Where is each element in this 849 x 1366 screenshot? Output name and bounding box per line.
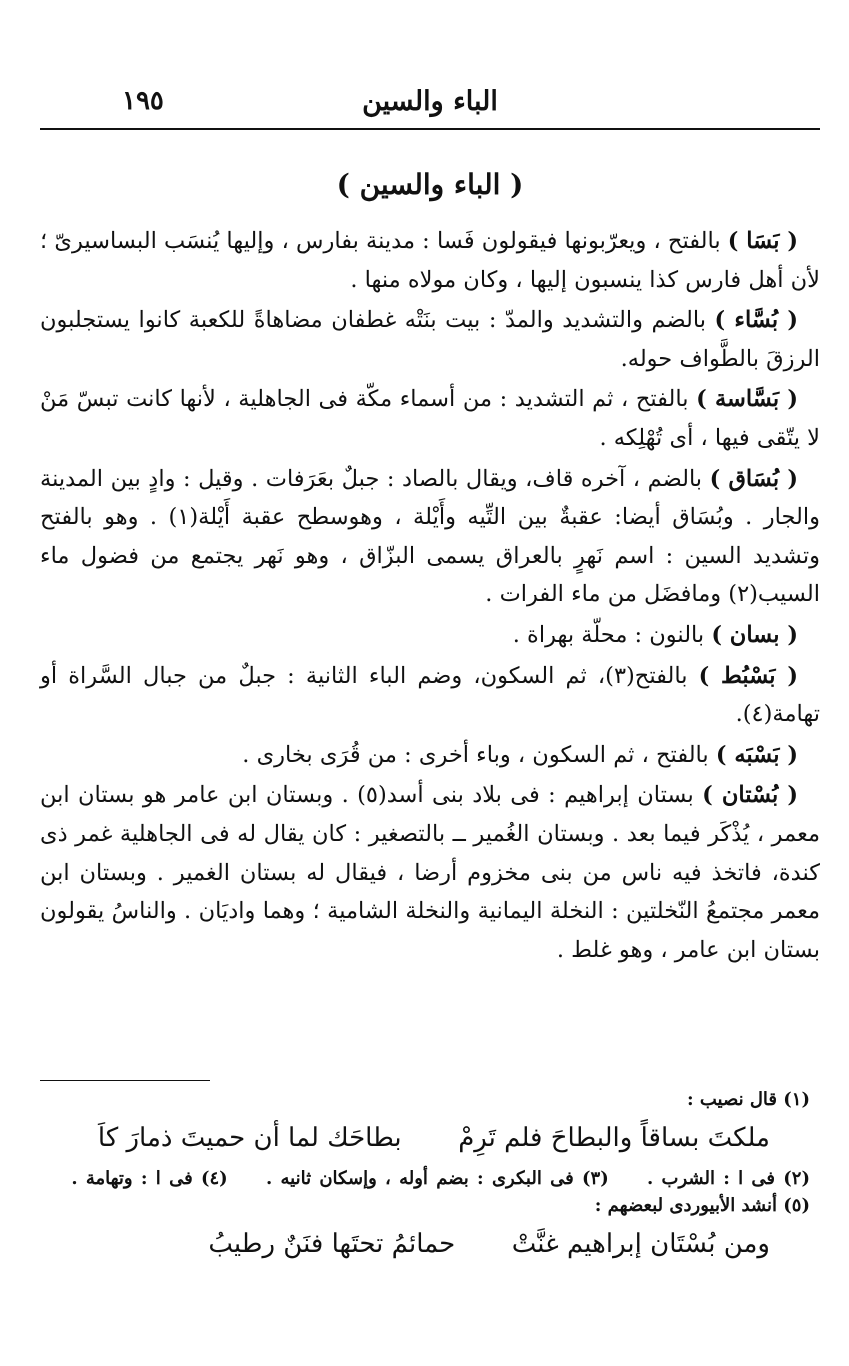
footnote-1-label: (١) قال نصيب : [686,1089,810,1110]
entry-text: بالضم ، آخره قاف، ويقال بالصاد : جبلٌ بعَرَفات . وقيل : وادٍ بين المدينة والجار . وبُسَاق أيضا: عقبةٌ بين التِّيه وأَيْلة ، وهوسطح عقبة أَيْلة(١) . وهو بالفتح وتشديد السين : اسم نَهرٍ بالعراق يسمى البزّاق ، وهو نَهر يجتمع من فضول ماء السيب(٢) ومافضَل من ماء الفرات . [40,465,820,608]
entries-body [40,222,820,971]
entry-basbah [40,736,820,775]
entry-lemma: ( بُسْتان ) [702,782,799,809]
entry-text: بالفتح ، ثم السكون ، وباء أخرى : من قُرَى بخارى . [242,741,716,768]
document-page [40,0,820,1366]
entry-text: بالفتح ، ثم التشديد : من أسماء مكّة فى الجاهلية ، لأنها كانت تبسّ مَنْ لا يتّقى فيها ، أى تُهْلِكه . [40,386,820,451]
entry-lemma: ( بُسَاق ) [709,465,798,492]
entry-bassasa [40,380,820,457]
entry-lemma: ( بَسْبُط ) [698,662,798,689]
footnote-1-verse [40,1117,820,1159]
entry-text: بالضم والتشديد والمدّ : بيت بنَتْه غطفان مضاهاةً للكعبة كانوا يستجلبون الرزقَ بالطَّواف حوله. [40,307,820,372]
footnote-4: (٤) فى ا : وتهامة . [71,1168,228,1189]
entry-text: بالنون : محلّة بهراة . [512,621,712,648]
entry-text: بالفتح(٣)، ثم السكون، وضم الباء الثانية : جبلٌ من جبال السَّراة أو تهامة(٤). [40,662,820,728]
entry-lemma: ( بَسْبَه ) [715,741,798,768]
verse-second-hemistich: حمائمُ تحتَها فنَنٌ رطيبُ [208,1229,456,1259]
footnote-3: (٣) فى البكرى : بضم أوله ، وإسكان ثانيه . [265,1168,609,1189]
running-title: الباء والسين [362,86,498,117]
page-number: ١٩٥ [122,86,164,116]
verse-second-hemistich: بطاحَك لما أن حميتَ ذمارَ كاَ [97,1123,402,1153]
page-header [40,86,820,126]
entry-text: بالفتح ، ويعرّبونها فيقولون فَسا : مدينة بفارس ، وإليها يُنسَب البساسيرىّ ؛ لأن أهل فارس كذا ينسبون إليها ، وكان مولاه منها . [40,228,820,293]
entry-lemma: ( بَسَّاسة ) [696,386,798,413]
entry-bussa [40,301,820,378]
entry-lemma: ( بسان ) [711,621,798,648]
verse-first-hemistich: ومن بُسْتَان إبراهيم غنَّتْ [511,1229,770,1259]
footnote-2: (٢) فى ا : الشرب . [647,1168,810,1189]
entry-bustan [40,776,820,969]
entry-lemma: ( بُسَّاء ) [714,307,798,334]
footnote-5-label: (٥) أنشد الأبيوردى لبعضهم : [594,1195,810,1216]
entry-basa [40,222,820,299]
entry-basbut [40,657,820,734]
entry-basan [40,616,820,655]
section-heading: ( الباء والسين ) [336,168,524,201]
entry-lemma: ( بَسَا ) [727,228,798,254]
verse-first-hemistich: ملكتَ بساقاً والبطاحَ فلم تَرِمْ [458,1123,770,1153]
footnote-rule [40,1080,210,1081]
footnotes-2-4 [40,1165,820,1192]
footnotes [40,1086,820,1271]
entry-busaq [40,460,820,614]
footnote-5-verse [40,1223,820,1265]
header-rule [40,128,820,130]
entry-text: بستان إبراهيم : فى بلاد بنى أسد(٥) . وبستان ابن عامر هو بستان ابن معمر ، يُذْكَر فيما بعد . وبستان الغُمير ــ بالتصغير : كان يقال له فى الجاهلية غمر ذى كندة، فاتخذ فيه ناس من بنى مخزوم أرضا ، فيقال له بستان الغمير . وبستان ابن معمر مجتمعُ النّخلتين : النخلة اليمانية والنخلة الشامية ؛ وهما واديَان . والناسُ يقولون بستان ابن عامر ، وهو غلط . [40,782,820,963]
